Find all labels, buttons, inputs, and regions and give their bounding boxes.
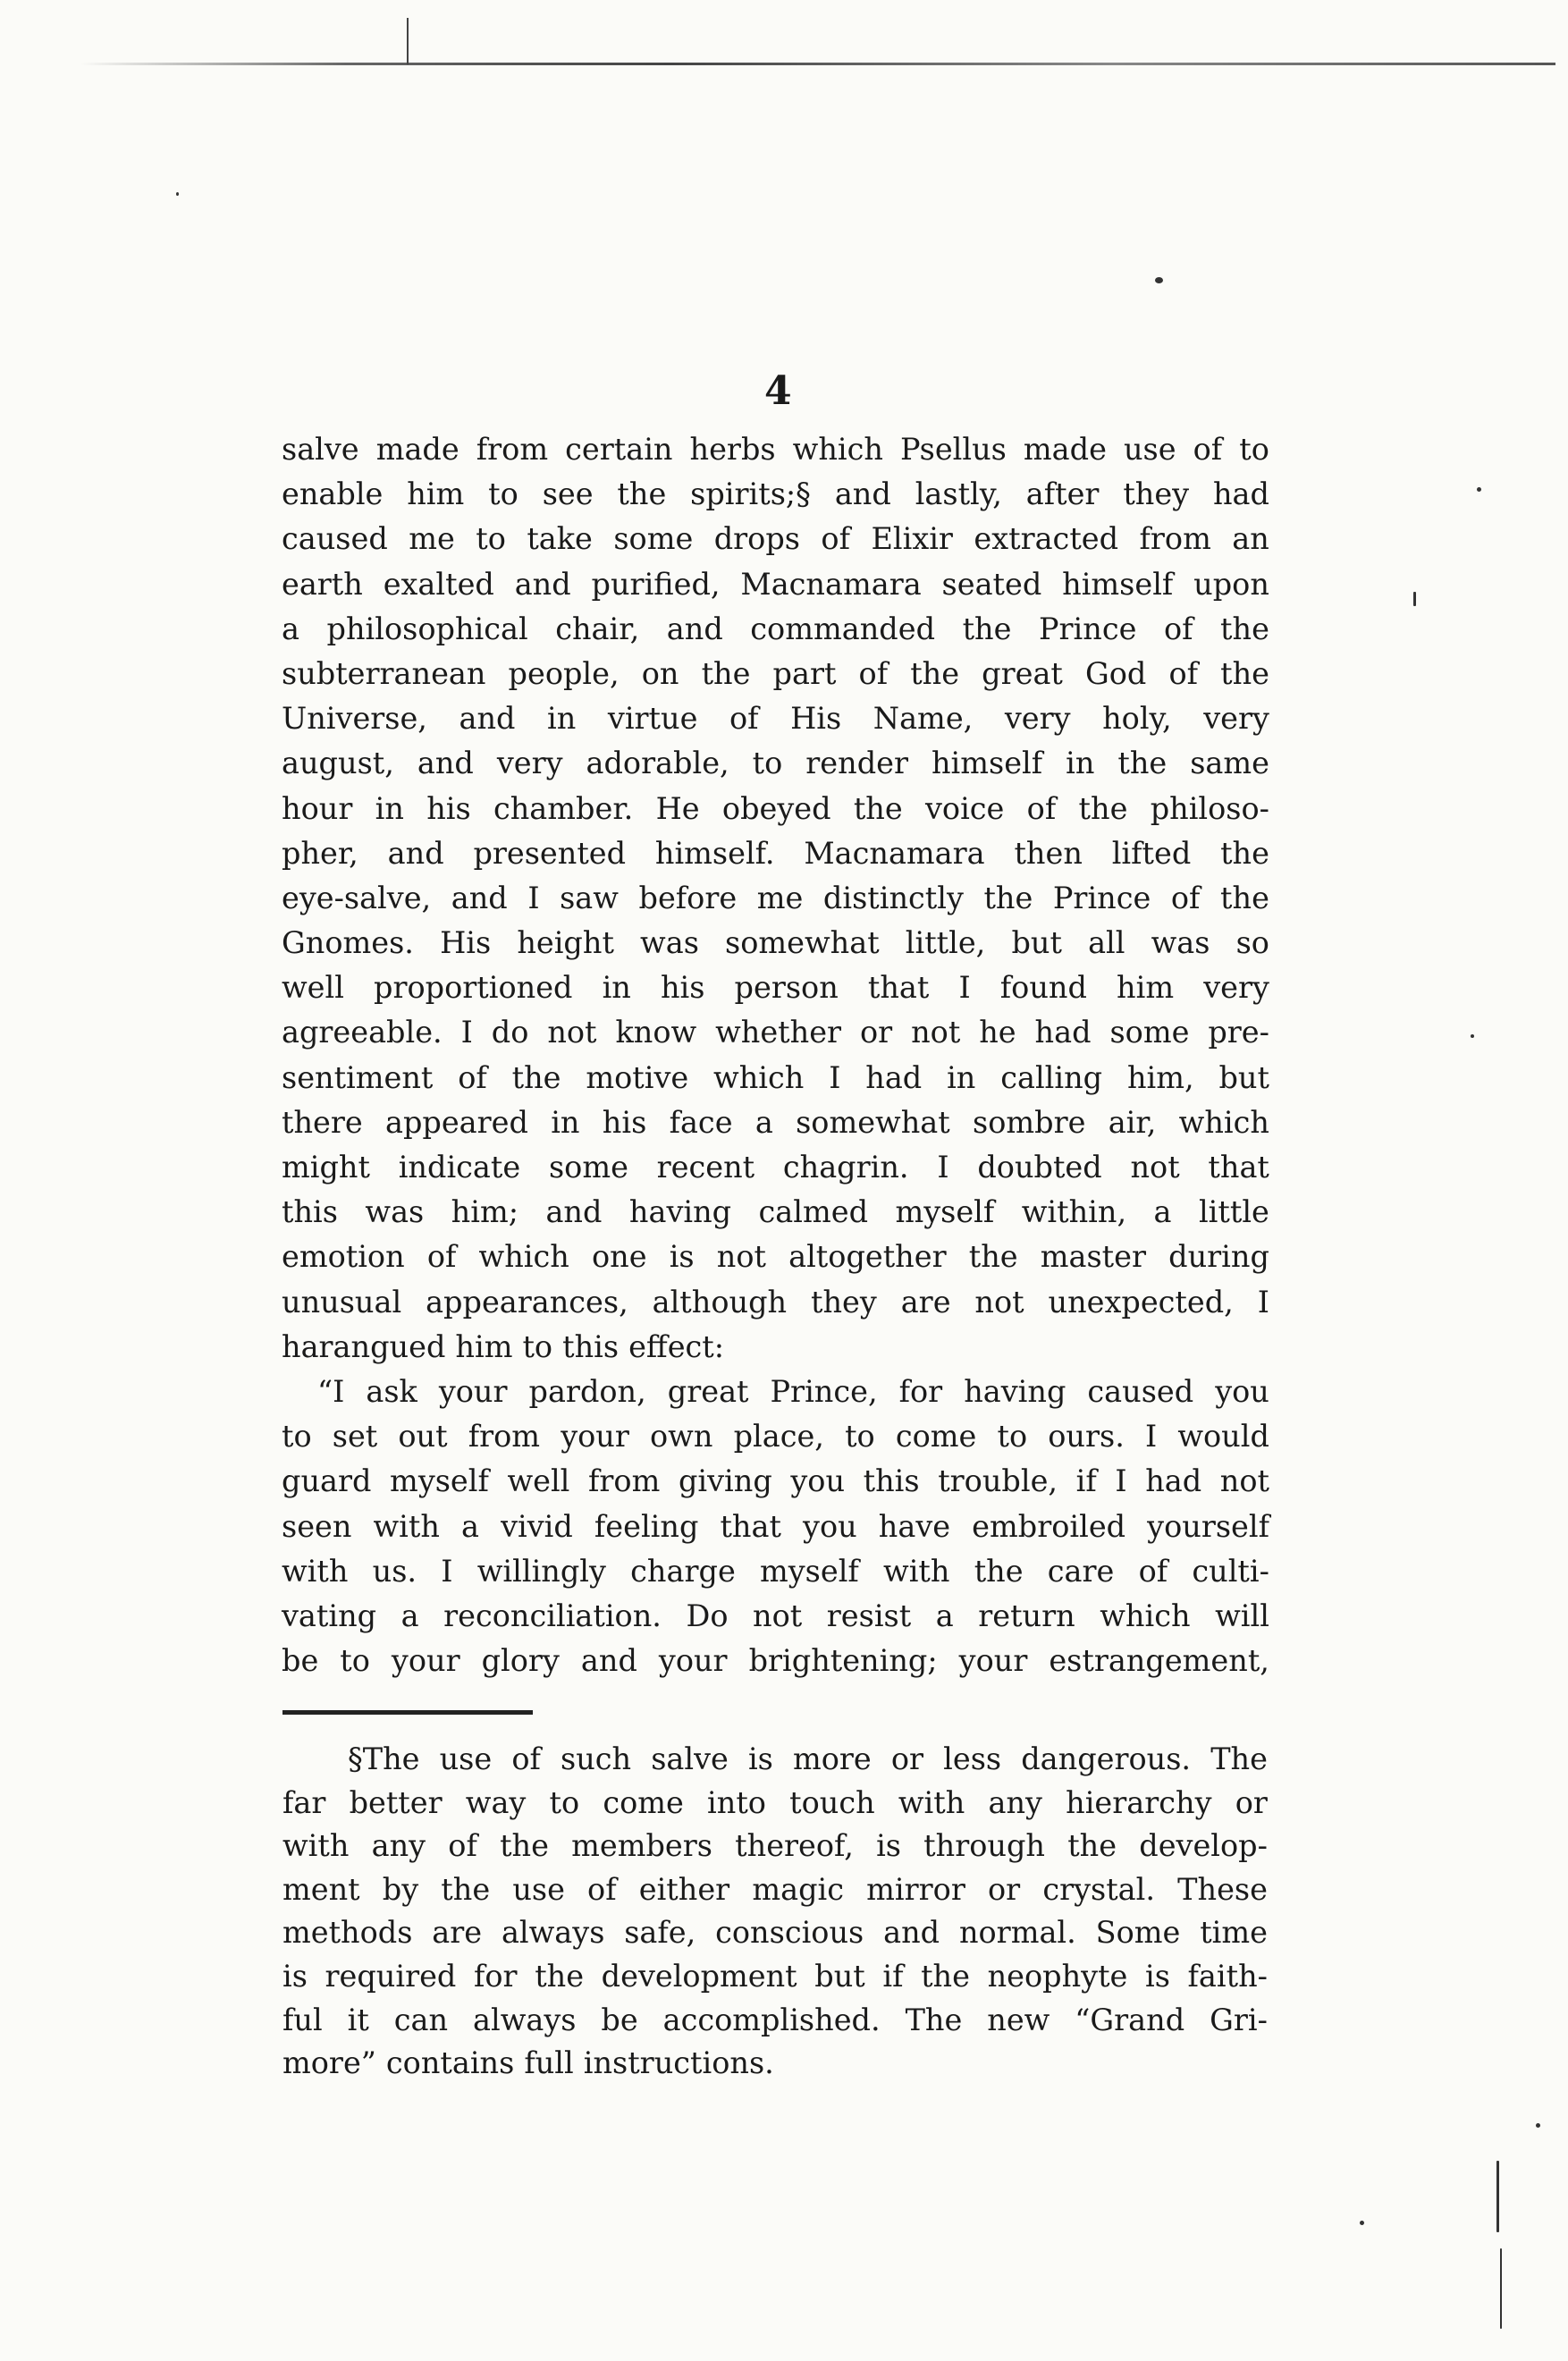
body-line: Gnomes. His height was somewhat little, but all was so — [282, 925, 1269, 961]
body-line: pher, and presented himself. Macnamara then lifted the — [282, 835, 1269, 871]
footnote-line: is required for the development but if the neophyte is faith- — [282, 1958, 1268, 1994]
footnote-line: ful it can always be accomplished. The new “Grand Gri- — [282, 2002, 1268, 2037]
body-line: be to your glory and your brightening; your estrangement, — [282, 1643, 1269, 1679]
scan-speck — [176, 192, 179, 196]
scan-speck — [1536, 2123, 1540, 2128]
footnote — [282, 1738, 1268, 2086]
body-line: a philosophical chair, and commanded the Prince of the — [282, 611, 1269, 646]
body-line: to set out from your own place, to come to ours. I would — [282, 1419, 1269, 1455]
body-line: “I ask your pardon, great Prince, for having caused you — [317, 1373, 1269, 1409]
footnote-line: methods are always safe, conscious and normal. Some time — [282, 1915, 1268, 1951]
body-line: hour in his chamber. He obeyed the voice of the philoso- — [282, 790, 1269, 826]
body-line: well proportioned in his person that I found him very — [282, 970, 1269, 1006]
body-line: earth exalted and purified, Macnamara seated himself upon — [282, 566, 1269, 602]
scan-speck — [1496, 2161, 1499, 2232]
body-line: vating a reconciliation. Do not resist a return which will — [282, 1598, 1269, 1633]
top-edge-rule — [80, 63, 1555, 65]
body-line: caused me to take some drops of Elixir extracted from an — [282, 521, 1269, 557]
footnote-line: far better way to come into touch with any hierarchy or — [282, 1784, 1268, 1820]
footnote-line: more” contains full instructions. — [282, 2045, 774, 2081]
body-line: seen with a vivid feeling that you have embroiled yourself — [282, 1508, 1269, 1544]
scan-speck — [1155, 277, 1163, 283]
body-line: subterranean people, on the part of the great God of the — [282, 655, 1269, 691]
body-text — [282, 427, 1269, 1683]
body-line: emotion of which one is not altogether the master during — [282, 1239, 1269, 1275]
footnote-line: §The use of such salve is more or less dangerous. The — [348, 1741, 1268, 1776]
body-line: sentiment of the motive which I had in calling him, but — [282, 1059, 1269, 1095]
scan-speck — [1413, 592, 1416, 606]
footnote-rule — [282, 1710, 533, 1715]
footnote-line: ment by the use of either magic mirror or crystal. These — [282, 1871, 1268, 1907]
scan-speck — [1500, 2248, 1502, 2329]
top-edge-tick — [407, 18, 409, 64]
body-line: with us. I willingly charge myself with the care of culti- — [282, 1553, 1269, 1589]
page-number: 4 — [764, 368, 792, 414]
body-line: harangued him to this effect: — [282, 1328, 725, 1364]
body-line: Universe, and in virtue of His Name, very holy, very — [282, 701, 1269, 737]
body-line: agreeable. I do not know whether or not he had some pre- — [282, 1015, 1269, 1050]
body-line: eye-salve, and I saw before me distinctly the Prince of the — [282, 880, 1269, 915]
scan-speck — [1471, 1034, 1474, 1038]
body-line: guard myself well from giving you this trouble, if I had not — [282, 1463, 1269, 1499]
scan-speck — [1477, 487, 1481, 492]
body-line: unusual appearances, although they are not unexpected, I — [282, 1284, 1269, 1320]
body-line: might indicate some recent chagrin. I doubted not that — [282, 1150, 1269, 1185]
footnote-line: with any of the members thereof, is through the develop- — [282, 1828, 1268, 1864]
body-line: salve made from certain herbs which Psellus made use of to — [282, 432, 1269, 467]
body-line: enable him to see the spirits;§ and lastly, after they had — [282, 476, 1269, 512]
body-line: this was him; and having calmed myself within, a little — [282, 1194, 1269, 1230]
body-line: there appeared in his face a somewhat sombre air, which — [282, 1104, 1269, 1140]
body-line: august, and very adorable, to render himself in the same — [282, 746, 1269, 781]
scan-speck — [1360, 2221, 1364, 2225]
